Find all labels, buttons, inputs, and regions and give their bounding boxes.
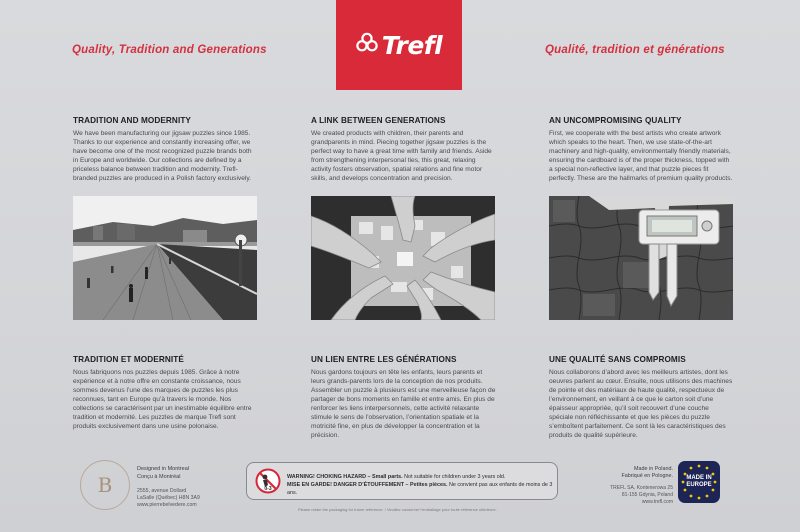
section-title: TRADITION ET MODERNITÉ [73,355,184,364]
company-line-1: TREFL SA, Kontenerowa 25 [610,485,673,491]
section-body: We have been manufacturing our jigsaw puzzles since 1985. Thanks to our experience and constantly increasing offer, we have become one of the most recognized puzzle brands both in Europe and worldwide. Our collections are defined by a priceless balance between tradition and modernity. Trefl-branded puzzles are produced in a Polish factory exclusively. [73,130,252,182]
svg-text:0-3: 0-3 [264,486,272,492]
packaging-footnote: Please retain the packaging for future reference. / Veuillez conserver l’emballage pour toute référence ultérieure. [298,507,497,512]
section-body: Nous fabriquons nos puzzles depuis 1985. Grâce à notre expérience et à notre offre en constante croissance, nous sommes devenus l’une des marques de puzzles les plus reconnues, tant en Europe qu’à travers le monde. Nos collections se caractérisent par un inestimable équilibre entre tradition et modernité. Les puzzles de marque Trefl sont produits exclusivement dans une usine polonaise. [73,369,252,430]
made-in-poland [605,466,673,480]
choking-warning [246,462,558,500]
section-tradition-en [73,116,258,183]
eu-badge-text: MADE IN EUROPE [686,475,712,488]
brand-name: Trefl [381,30,443,60]
tagline-english: Quality, Tradition and Generations [72,44,267,56]
section-body: Nous collaborons d’abord avec les meilleurs artistes, dont les oeuvres parlent au cœur. Ensuite, nous utilisons des machines de pointe et des matériaux de haute qualité, respectueux de l’environnement, en veillant à ce que le carton soit d’une épaisseur appropriée, qu’il soit recouvert d’une couche spéciale non réfléchissante et que les pièces du puzzle s’emboîtent parfaitement. Ce sont là les caractéristiques des produits de qualité supérieure. [549,369,733,439]
made-in-europe-badge [678,461,720,503]
hands-puzzle-photo [311,196,495,320]
section-body: First, we cooperate with the best artists who create artwork which speaks to the heart. Then, we use state-of-the-art machinery and high-quality, environmentally friendly materials, ensuring the cardboard is of the proper thickness, topped with a special non-reflective layer, and that puzzle pieces fit perfectly. These are the hallmarks of premium quality products. [549,130,733,182]
trefoil-icon [356,32,378,59]
company-line-2: 81-155 Gdynia, Poland [621,491,673,498]
section-body: Nous gardons toujours en tête les enfants, leurs parents et leurs grands-parents lors de la conception de nos produits. Assembler un puzzle à plusieurs est une merveilleuse façon de partager de bons moments en famille et entre amis. En plus de renforcer les liens interpersonnels, cette activité relaxante stimule le sens de l’observation, l’orientation spatiale et la motricité fine, en plus de développer la concentration et la précision. [311,369,496,439]
tagline-french: Qualité, tradition et générations [545,44,725,56]
warning-text [287,473,555,497]
company-address [572,485,673,505]
brand-logo [336,0,462,90]
warning-fr: MISE EN GARDE! DANGER D’ÉTOUFFEMENT – Petites pièces. Ne convient pas aux enfants de moins de 3 ans. [287,482,553,496]
caliper-puzzle-photo [549,196,733,320]
section-body: We created products with children, their parents and grandparents in mind. Piecing together jigsaw puzzles is the perfect way to have a great time with family and friends. Aside from strengthening interpersonal ties, this great, relaxing activity fosters observation, spatial relations and fine motor skills, and develops concentration and precision. [311,130,492,182]
address-line-1: 2555, avenue Dollard [137,488,187,494]
section-title: AN UNCOMPROMISING QUALITY [549,116,682,125]
address-line-3: www.pierrebelvedere.com [137,502,197,508]
age-warning-icon [255,468,281,494]
section-title: TRADITION AND MODERNITY [73,116,191,125]
warning-en: WARNING! CHOKING HAZARD – Small parts. Not suitable for children under 3 years old. [287,474,506,480]
section-generations-fr [311,355,496,440]
designed-in [137,466,227,481]
seal-letter: B [97,473,113,497]
made-fr: Fabriqué en Pologne. [621,473,673,480]
section-tradition-fr [73,355,258,431]
section-generations-en [311,116,496,183]
section-quality-fr [549,355,734,440]
section-title: UNE QUALITÉ SANS COMPROMIS [549,355,686,364]
pier-photo [73,196,257,320]
address-line-2: LaSalle (Québec) H8N 3A9 [137,495,200,501]
made-en: Made in Poland. [634,466,673,472]
company-line-3: www.trefl.com [641,498,673,505]
designed-en: Designed in Montreal [137,466,189,472]
designed-fr: Conçu à Montréal [137,473,181,480]
designer-address [137,488,232,509]
section-title: UN LIEN ENTRE LES GÉNÉRATIONS [311,355,457,364]
section-quality-en [549,116,734,183]
designer-seal [80,460,130,510]
section-title: A LINK BETWEEN GENERATIONS [311,116,446,125]
